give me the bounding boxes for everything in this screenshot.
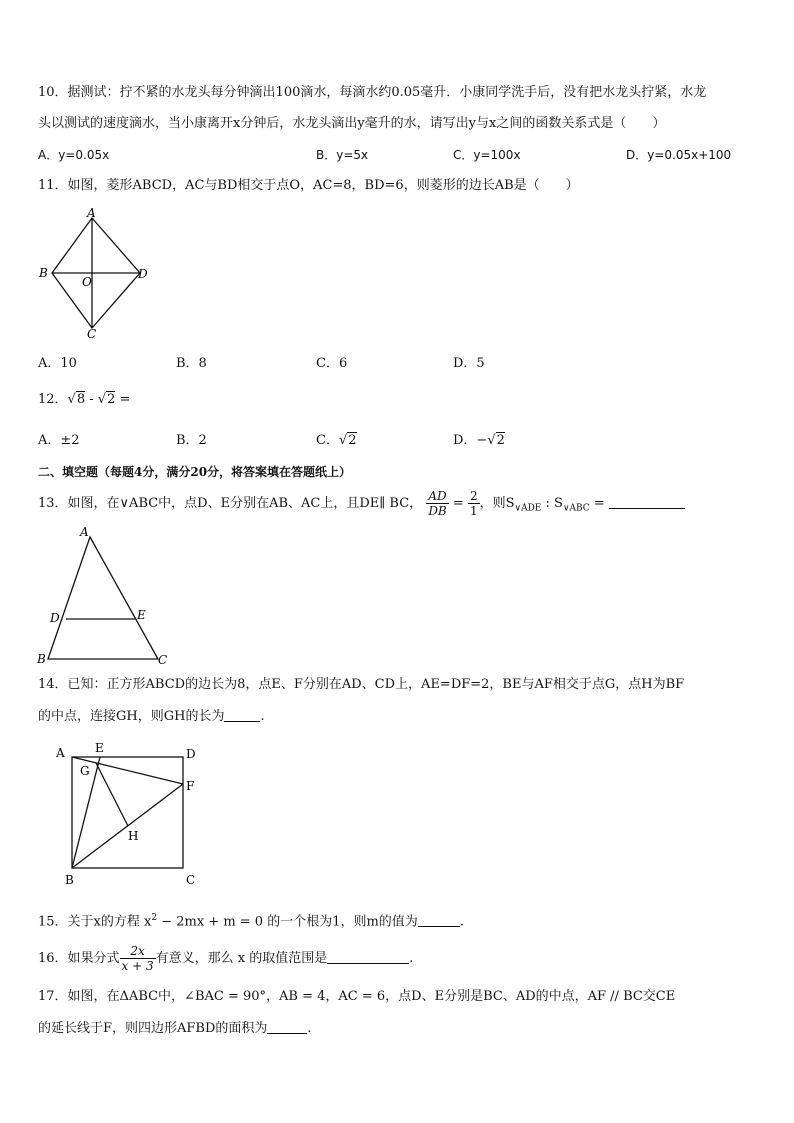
q11-option-b: B．8 — [176, 356, 207, 371]
label-d: D — [186, 747, 196, 761]
label-c: C — [87, 327, 97, 341]
label-e: E — [95, 741, 104, 755]
q15-text-b: − 2mx + m = 0 的一个根为1，则m的值为 — [157, 914, 418, 930]
label-o: O — [82, 275, 92, 289]
q11-option-d: D．5 — [453, 356, 485, 371]
q10-line2: 头以测试的速度滴水，当小康离开x分钟后，水龙头滴出y毫升的水，请写出y与x之间的函数关系式是（ ） — [38, 116, 666, 131]
q16-text-b: 有意义，那么 x 的取值范围是 — [155, 951, 328, 966]
q17-line2-end: . — [307, 1021, 312, 1036]
label-b: B — [39, 266, 48, 280]
q16-fraction: $\frac{2x}{x + 3}$ — [121, 944, 154, 973]
q12-prefix: 12． — [38, 392, 68, 407]
rhombus-figure — [36, 206, 156, 342]
q13-text — [38, 486, 685, 527]
q11-text: 11．如图，菱形ABCD，AC与BD相交于点O，AC=8，BD=6，则菱形的边长AB是（ ） — [38, 178, 579, 193]
section-title: 二、填空题（每题4分，满分20分，将答案填在答题纸上） — [38, 465, 352, 479]
q12-option-c-radicand: 2 — [348, 433, 357, 448]
q12-option-d: D．−√2 — [453, 433, 505, 448]
q12-option-d-prefix: D．− — [453, 433, 488, 448]
q12-option-d-radicand: 2 — [496, 433, 505, 448]
triangle-abc-outline — [48, 537, 158, 659]
q12-option-b: B．2 — [176, 433, 207, 448]
q17-line2 — [38, 1019, 312, 1038]
q13-text-a: 13．如图，在∨ABC中，点D、E分别在AB、AC上，且DE∥ BC， — [38, 496, 423, 511]
q14-line2 — [38, 707, 265, 726]
q11-option-c: C．6 — [316, 356, 348, 371]
q10-option-a: A．y=0.05x — [38, 148, 110, 162]
q12-radicand-a: 8 — [76, 392, 86, 407]
q12-option-a: A．±2 — [38, 433, 80, 448]
q17-answer-blank[interactable] — [267, 1019, 307, 1034]
q13-colon: : S — [541, 496, 563, 511]
q10-option-c: C．y=100x — [453, 148, 521, 162]
q10-option-d: D．y=0.05x+100 — [626, 148, 732, 162]
q13-sub-ade: ∨ADE — [514, 503, 542, 514]
q13-answer-blank[interactable] — [609, 494, 685, 509]
q13-sub-abc: ∨ABC — [562, 503, 590, 514]
q15-text — [38, 909, 464, 931]
label-a: A — [80, 525, 89, 539]
q13-fraction-ratio: $\frac{2}{1}$ — [469, 489, 478, 518]
square-figure — [52, 740, 202, 890]
q15-text-a: 15．关于x的方程 x — [38, 914, 152, 930]
q11-option-a: A．10 — [38, 356, 77, 371]
q10-line1: 10．据测试：拧不紧的水龙头每分钟滴出100滴水，每滴水约0.05毫升．小康同学洗手后，没有把水龙头拧紧，水龙 — [38, 85, 707, 100]
label-c: C — [158, 653, 168, 667]
q13-equals: = — [452, 496, 464, 511]
label-g: G — [80, 764, 90, 778]
label-h: H — [128, 829, 139, 843]
label-b: B — [65, 873, 74, 887]
q17-line1: 17．如图，在ΔABC中，∠BAC = 90°，AB = 4，AC = 6，点D、E分别是BC、AD的中点，AF // BC交CE — [38, 989, 676, 1004]
q16-text — [38, 941, 413, 977]
label-f: F — [186, 779, 195, 793]
q12-expression: 12．√8 - √2 = — [38, 392, 131, 407]
q12-suffix: = — [119, 392, 131, 407]
label-e: E — [137, 608, 146, 622]
q13-text-b: ，则S — [479, 496, 515, 511]
q15-end: . — [459, 914, 464, 930]
label-d: D — [50, 611, 60, 625]
q10-option-b: B．y=5x — [316, 148, 369, 162]
q15-superscript: 2 — [151, 913, 158, 923]
q13-text-c: = — [589, 496, 605, 511]
q16-answer-blank[interactable] — [327, 949, 409, 964]
label-a: A — [87, 206, 96, 220]
q13-fraction-ad-db: $\frac{AD}{DB}$ — [428, 489, 447, 518]
triangle-figure — [36, 523, 176, 669]
label-c: C — [186, 873, 196, 887]
label-a: A — [56, 746, 65, 760]
segment-gh — [96, 763, 128, 826]
q16-end: . — [409, 951, 414, 966]
q17-line2-text: 的延长线于F，则四边形AFBD的面积为 — [38, 1021, 268, 1036]
q14-line2-text: 的中点，连接GH，则GH的长为 — [38, 709, 225, 724]
label-d: D — [138, 267, 148, 281]
label-b: B — [37, 652, 46, 666]
q15-answer-blank[interactable] — [418, 912, 460, 927]
q12-option-c-prefix: C． — [316, 433, 339, 448]
q12-option-c: C．√2 — [316, 433, 357, 448]
q14-line1: 14．已知：正方形ABCD的边长为8，点E、F分别在AD、CD上，AE=DF=2，BE与AF相交于点G，点H为BF — [38, 677, 685, 692]
q14-answer-blank[interactable] — [224, 707, 260, 722]
q14-line2-end: . — [260, 709, 265, 724]
q12-radicand-b: 2 — [107, 392, 116, 407]
q16-text-a: 16．如果分式 — [38, 951, 120, 966]
